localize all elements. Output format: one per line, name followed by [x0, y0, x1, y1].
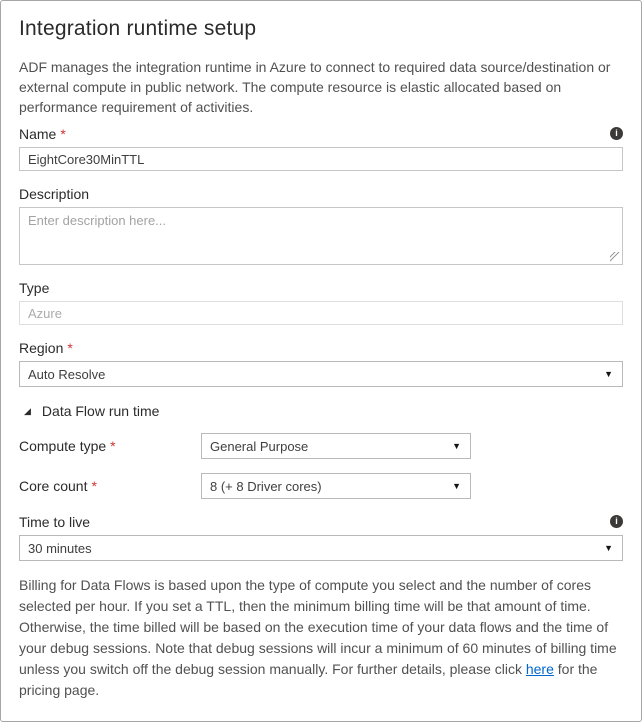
collapse-triangle-icon: ◢	[24, 405, 31, 416]
chevron-down-icon: ▼	[452, 440, 461, 451]
intro-text: ADF manages the integration runtime in Azure to connect to required data source/destination or external compute in public network. The compute resource is elastic allocated based on performance requirement of activities.	[19, 59, 611, 115]
description-field-group	[19, 185, 623, 265]
required-asterisk: *	[60, 125, 66, 142]
name-label-row	[19, 125, 623, 142]
compute-type-label: Compute type *	[19, 438, 116, 454]
region-select[interactable]	[19, 361, 623, 387]
time-to-live-field-group	[19, 513, 623, 561]
page-title: Integration runtime setup	[19, 17, 257, 40]
time-to-live-select[interactable]	[19, 535, 623, 561]
data-flow-runtime-accordion[interactable]	[19, 403, 623, 419]
billing-note	[19, 575, 623, 701]
name-input[interactable]	[19, 147, 623, 171]
type-label: Type	[19, 279, 50, 296]
accordion-label: Data Flow run time	[41, 403, 160, 419]
description-label: Description	[19, 185, 90, 202]
chevron-down-icon: ▼	[604, 542, 613, 553]
core-count-select-value: 8 (+ 8 Driver cores)	[210, 478, 322, 494]
type-field-group	[19, 279, 623, 325]
type-label-row	[19, 279, 623, 296]
type-input	[19, 301, 623, 325]
region-field-group	[19, 339, 623, 387]
compute-type-row	[19, 433, 623, 459]
core-count-row	[19, 473, 623, 499]
compute-type-select-value: General Purpose	[210, 438, 309, 454]
name-label: Name *	[19, 125, 66, 142]
billing-text-after: for the pricing page.	[19, 661, 598, 698]
required-asterisk: *	[67, 339, 73, 356]
region-label: Region *	[19, 339, 73, 356]
compute-type-select[interactable]	[201, 433, 471, 459]
description-label-row	[19, 185, 623, 202]
core-count-select[interactable]	[201, 473, 471, 499]
pricing-link[interactable]: here	[525, 661, 554, 677]
time-to-live-label: Time to live	[19, 513, 91, 530]
region-select-value: Auto Resolve	[28, 366, 106, 382]
region-label-row	[19, 339, 623, 356]
billing-text-before: Billing for Data Flows is based upon the type of compute you select and the number of cores selected per hour. If you set a TTL, then the minimum billing time will be that amount of time. Otherwise, the time billed will be based on the execution time of your data flows and the time of your debug sessions. Note that debug sessions will incur a minimum of 60 minutes of billing time unless you switch off the debug session manually. For further details, please click	[19, 577, 617, 677]
name-field-group	[19, 125, 623, 171]
info-icon[interactable]: i	[610, 515, 623, 528]
required-asterisk: *	[110, 438, 116, 454]
info-icon[interactable]: i	[610, 127, 623, 140]
time-to-live-select-value: 30 minutes	[28, 540, 92, 556]
required-asterisk: *	[91, 478, 97, 494]
core-count-label: Core count *	[19, 478, 97, 494]
chevron-down-icon: ▼	[604, 368, 613, 379]
chevron-down-icon: ▼	[452, 480, 461, 491]
description-textarea[interactable]	[19, 207, 623, 265]
time-to-live-label-row	[19, 513, 623, 530]
description-textarea-wrap	[19, 207, 623, 265]
